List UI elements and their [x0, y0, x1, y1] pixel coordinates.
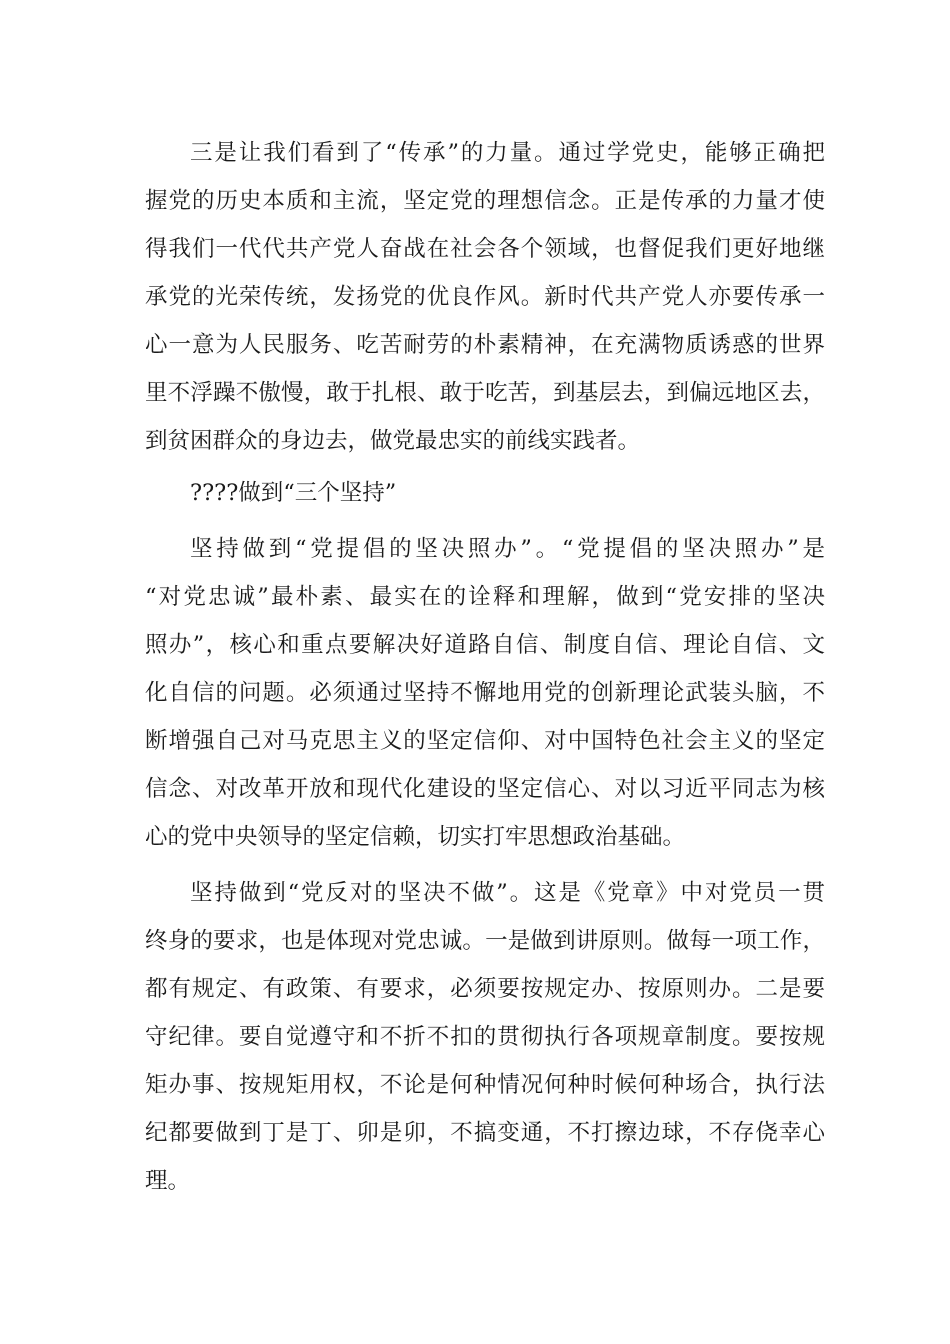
paragraph-3-line-5: 矩办事、按规矩用权，不论是何种情况何种时候何种场合，执行法 [145, 1072, 825, 1098]
paragraph-2-line-4: 化自信的问题。必须通过坚持不懈地用党的创新理论武装头脑，不 [145, 680, 825, 706]
paragraph-1-line-3: 得我们一代代共产党人奋战在社会各个领域，也督促我们更好地继 [145, 236, 825, 262]
paragraph-1-line-6: 里不浮躁不傲慢，敢于扎根、敢于吃苦，到基层去，到偏远地区去， [145, 380, 825, 406]
paragraph-2-line-6: 信念、对改革开放和现代化建设的坚定信心、对以习近平同志为核 [145, 776, 825, 802]
paragraph-3-line-4: 守纪律。要自觉遵守和不折不扣的贯彻执行各项规章制度。要按规 [145, 1024, 825, 1050]
paragraph-3-line-2: 终身的要求，也是体现对党忠诚。一是做到讲原则。做每一项工作， [145, 928, 825, 954]
paragraph-1-line-1: 三是让我们看到了“传承”的力量。通过学党史，能够正确把 [190, 140, 825, 166]
paragraph-2-line-3: 照办”，核心和重点要解决好道路自信、制度自信、理论自信、文 [145, 632, 825, 658]
section-heading: ????做到“三个坚持” [190, 480, 397, 506]
paragraph-2-line-7: 心的党中央领导的坚定信赖，切实打牢思想政治基础。 [145, 824, 686, 850]
paragraph-1-line-2: 握党的历史本质和主流，坚定党的理想信念。正是传承的力量才使 [145, 188, 825, 214]
paragraph-3-line-7: 理。 [145, 1168, 191, 1194]
paragraph-3-line-1: 坚持做到“党反对的坚决不做”。这是《党章》中对党员一贯 [190, 880, 825, 906]
paragraph-2-line-1: 坚持做到“党提倡的坚决照办”。“党提倡的坚决照办”是 [190, 536, 825, 562]
paragraph-1-line-5: 心一意为人民服务、吃苦耐劳的朴素精神，在充满物质诱惑的世界 [145, 332, 825, 358]
paragraph-1-line-4: 承党的光荣传统，发扬党的优良作风。新时代共产党人亦要传承一 [145, 284, 825, 310]
paragraph-1-line-7: 到贫困群众的身边去，做党最忠实的前线实践者。 [145, 428, 641, 454]
paragraph-2-line-5: 断增强自己对马克思主义的坚定信仰、对中国特色社会主义的坚定 [145, 728, 825, 754]
paragraph-3-line-6: 纪都要做到丁是丁、卯是卯，不搞变通，不打擦边球，不存侥幸心 [145, 1120, 825, 1146]
paragraph-3-line-3: 都有规定、有政策、有要求，必须要按规定办、按原则办。二是要 [145, 976, 825, 1002]
paragraph-2-line-2: “对党忠诚”最朴素、最实在的诠释和理解，做到“党安排的坚决 [145, 584, 825, 610]
